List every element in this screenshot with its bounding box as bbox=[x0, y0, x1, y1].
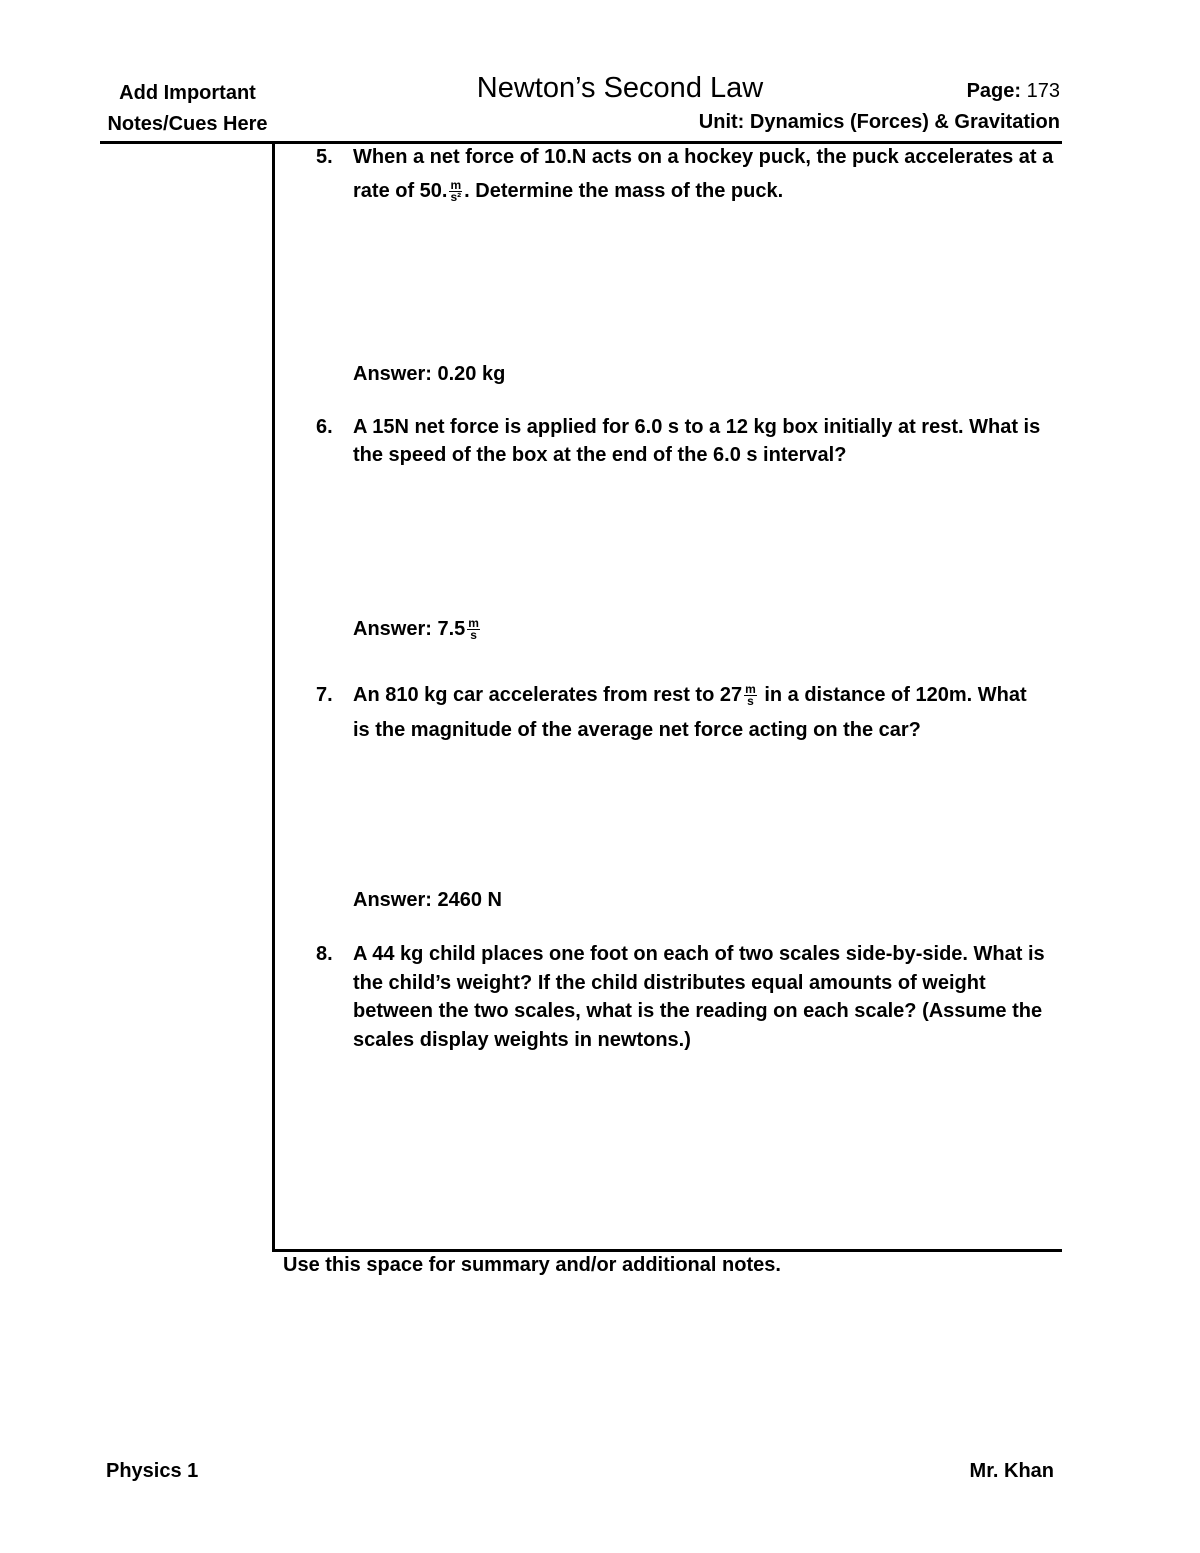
question-text-line: is the magnitude of the average net force acting on the car? bbox=[353, 719, 921, 741]
question-text-segment: An 810 kg car accelerates from rest to 27 bbox=[353, 684, 743, 706]
cue-column-heading-line1: Add Important bbox=[119, 82, 256, 104]
page-title: Newton’s Second Law bbox=[476, 72, 764, 104]
answer-value: 2460 N bbox=[437, 889, 502, 911]
question-text-line: the speed of the box at the end of the 6.0 s interval? bbox=[353, 444, 847, 466]
question-text-segment: . Determine the mass of the puck. bbox=[464, 180, 784, 202]
question-text-line bbox=[353, 180, 1063, 203]
answer-value: 0.20 kg bbox=[437, 363, 506, 385]
footer-course: Physics 1 bbox=[106, 1460, 199, 1482]
question-number: 8. bbox=[316, 943, 333, 965]
unit-label bbox=[699, 111, 1060, 134]
question-number: 6. bbox=[316, 416, 333, 438]
page-number-label bbox=[967, 80, 1060, 103]
fraction-denominator: s bbox=[470, 628, 477, 643]
unit-value: Dynamics (Forces) & Gravitation bbox=[749, 111, 1060, 133]
unit-fraction bbox=[449, 180, 462, 203]
unit-label-prefix: Unit: bbox=[698, 111, 745, 133]
question-text-segment: rate of 50. bbox=[353, 180, 448, 202]
answer bbox=[353, 889, 502, 912]
question-number: 7. bbox=[316, 684, 333, 706]
cue-column-divider bbox=[272, 141, 275, 1252]
question-text-line: between the two scales, what is the reading on each scale? (Assume the bbox=[353, 1000, 1043, 1022]
answer-value: 7.5 bbox=[437, 618, 466, 640]
summary-prompt: Use this space for summary and/or additional notes. bbox=[283, 1254, 781, 1276]
page-label: Page: bbox=[966, 80, 1022, 102]
question-number: 5. bbox=[316, 146, 333, 168]
footer-teacher: Mr. Khan bbox=[969, 1460, 1054, 1482]
unit-fraction bbox=[744, 684, 757, 707]
fraction-numerator: m bbox=[745, 682, 756, 697]
question-text-line: A 15N net force is applied for 6.0 s to a 12 kg box initially at rest. What is bbox=[353, 416, 1041, 438]
question-text-segment: in a distance of 120m. What bbox=[764, 684, 1027, 706]
answer bbox=[353, 618, 482, 641]
question-text-line: When a net force of 10.N acts on a hockey puck, the puck accelerates at a bbox=[353, 146, 1054, 168]
question-text-line bbox=[353, 684, 1063, 707]
question-text-line: scales display weights in newtons.) bbox=[353, 1029, 691, 1051]
fraction-numerator: m bbox=[468, 616, 479, 631]
answer-label: Answer: bbox=[353, 618, 432, 640]
answer bbox=[353, 363, 505, 386]
question-text-line: the child’s weight? If the child distributes equal amounts of weight bbox=[353, 972, 986, 994]
summary-divider bbox=[272, 1249, 1062, 1252]
page-number: 173 bbox=[1026, 80, 1060, 102]
fraction-denominator: s bbox=[747, 694, 754, 709]
question-text-line: A 44 kg child places one foot on each of two scales side-by-side. What is bbox=[353, 943, 1045, 965]
unit-fraction bbox=[467, 618, 480, 641]
answer-label: Answer: bbox=[353, 889, 432, 911]
fraction-numerator: m bbox=[450, 178, 462, 193]
cue-column-heading-line2: Notes/Cues Here bbox=[107, 113, 268, 135]
answer-label: Answer: bbox=[353, 363, 432, 385]
fraction-denominator: s² bbox=[450, 190, 462, 205]
header-divider bbox=[100, 141, 1062, 144]
